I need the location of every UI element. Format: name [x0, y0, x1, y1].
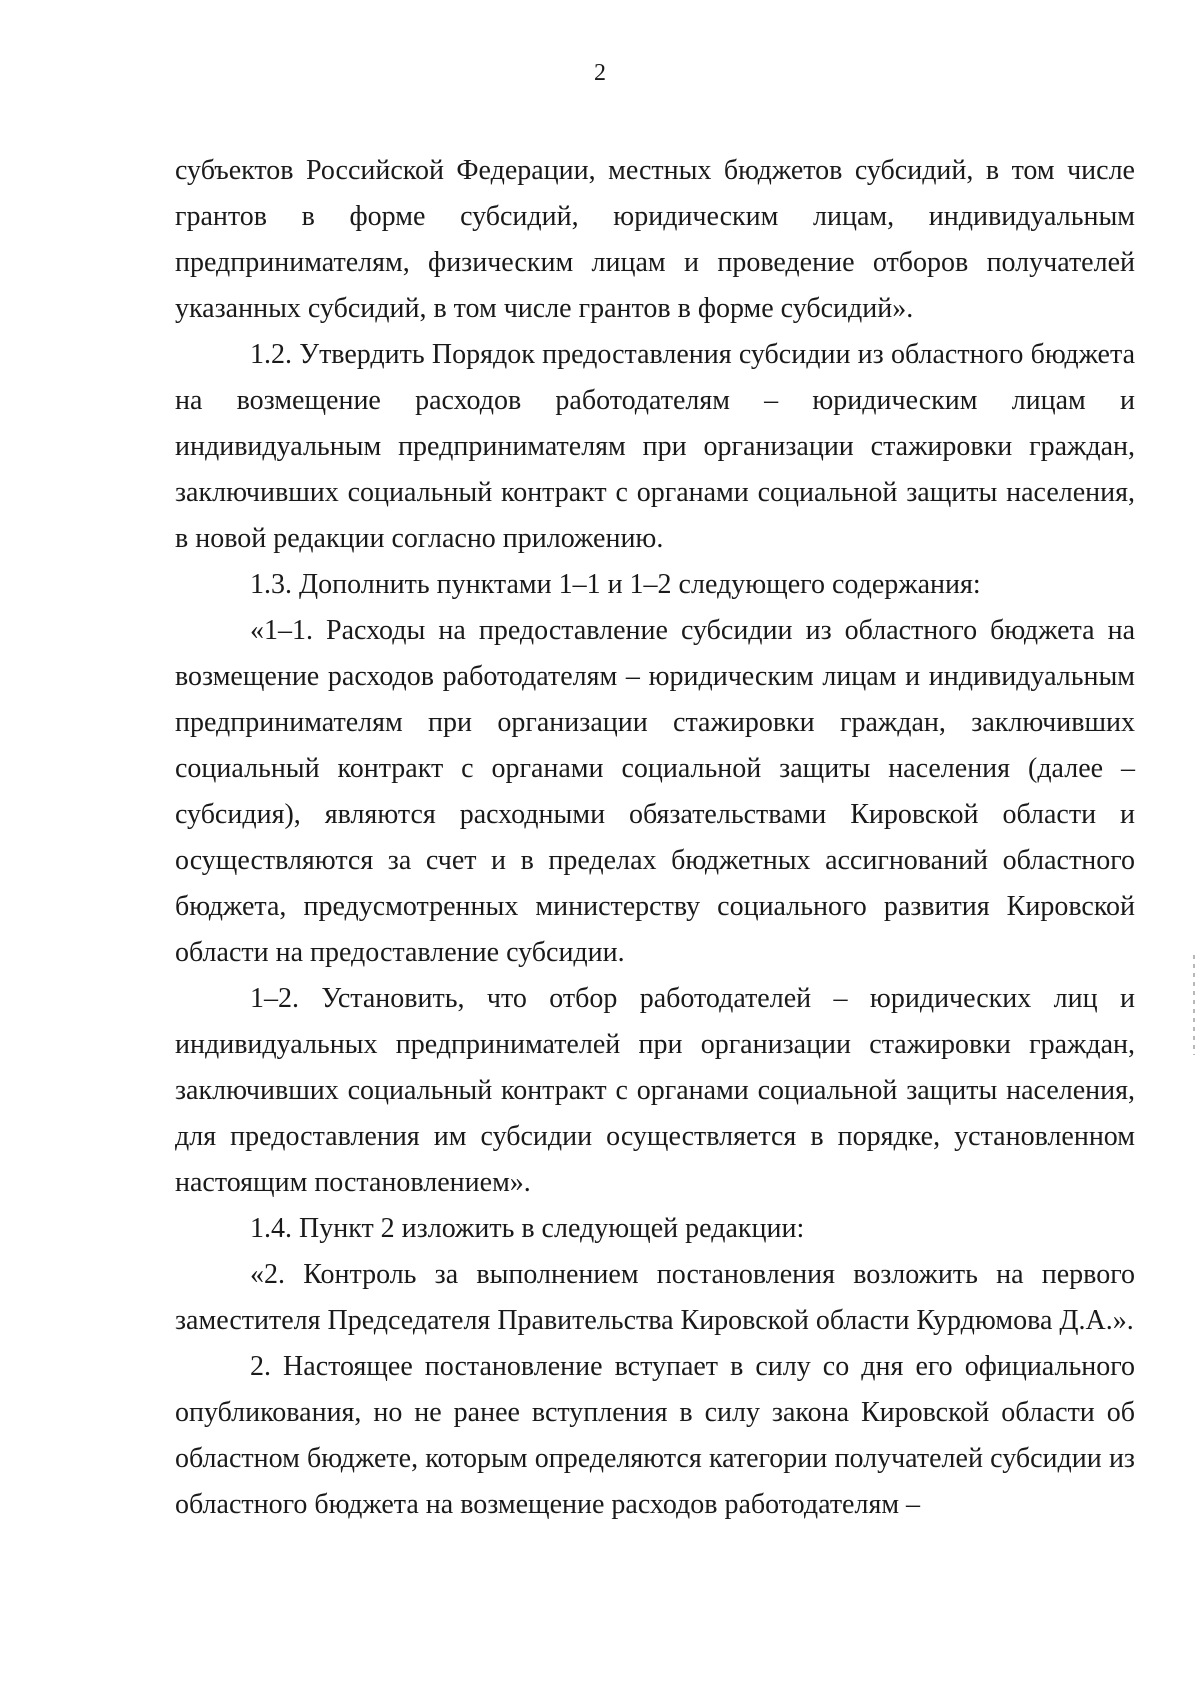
scan-margin-mark: [1193, 955, 1195, 1055]
paragraph-2-quote: «2. Контроль за выполнением постановления возложить на первого заместителя Председателя Правительства Кировской области Курдюмова Д.А.».: [175, 1259, 1135, 1336]
paragraph-continuation: субъектов Российской Федерации, местных бюджетов субсидий, в том числе грантов в форме субсидий, юридическим лицам, индивидуальным предпринимателям, физическим лицам и проведение отборов получателей указанных субсидий, в том числе грантов в форме субсидий».: [175, 155, 1135, 324]
paragraph-1-2: 1.2. Утвердить Порядок предоставления субсидии из областного бюджета на возмещение расходов работодателям – юридическим лицам и индивидуальным предпринимателям при организации стажировки граждан, заключивших социальный контракт с органами социальной защиты населения, в новой редакции согласно приложению.: [175, 339, 1135, 554]
page-number: 2: [594, 60, 606, 86]
paragraph-1-3: 1.3. Дополнить пунктами 1–1 и 1–2 следующего содержания:: [250, 569, 981, 600]
paragraph-1-2-quote: 1–2. Установить, что отбор работодателей – юридических лиц и индивидуальных предпринимателей при организации стажировки граждан, заключивших социальный контракт с органами социальной защиты населения, для предоставления им субсидии осуществляется в порядке, установленном настоящим постановлением».: [175, 983, 1135, 1198]
paragraph-1-1-quote: «1–1. Расходы на предоставление субсидии из областного бюджета на возмещение расходов работодателям – юридическим лицам и индивидуальным предпринимателям при организации стажировки граждан, заключивших социальный контракт с органами социальной защиты населения (далее – субсидия), являются расходными обязательствами Кировской области и осуществляются за счет и в пределах бюджетных ассигнований областного бюджета, предусмотренных министерству социального развития Кировской области на предоставление субсидии.: [175, 615, 1135, 968]
document-body: [175, 148, 1135, 1528]
paragraph-1-4: 1.4. Пункт 2 изложить в следующей редакции:: [250, 1213, 805, 1244]
paragraph-2: 2. Настоящее постановление вступает в силу со дня его официального опубликования, но не ранее вступления в силу закона Кировской области об областном бюджете, которым определяются категории получателей субсидии из областного бюджета на возмещение расходов работодателям –: [175, 1351, 1135, 1520]
